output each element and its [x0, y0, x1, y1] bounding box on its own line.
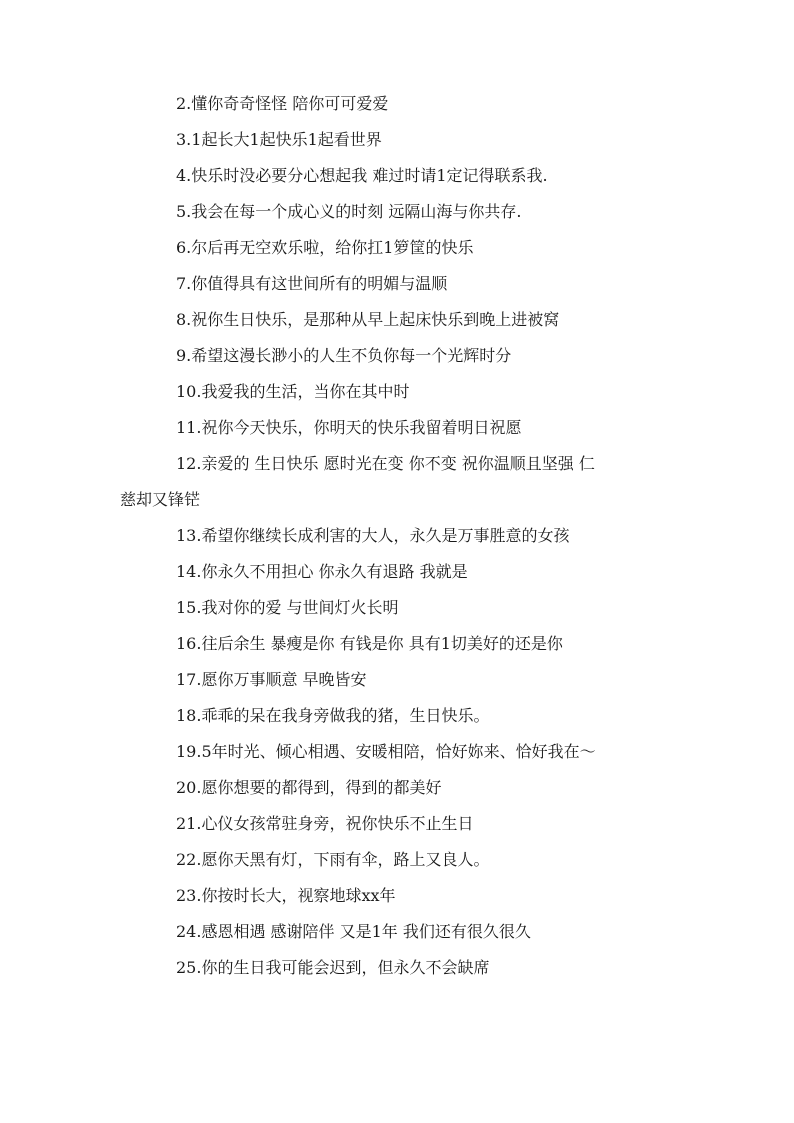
list-item: 2.懂你奇奇怪怪 陪你可可爱爱: [176, 94, 389, 113]
list-item: 14.你永久不用担心 你永久有退路 我就是: [176, 562, 468, 581]
list-item: 16.往后余生 暴瘦是你 有钱是你 具有1切美好的还是你: [176, 634, 563, 653]
list-item: 20.愿你想要的都得到，得到的都美好: [176, 778, 442, 797]
wrapped-line-first-row: 12.亲爱的 生日快乐 愿时光在变 你不变 祝你温顺且坚强 仁: [176, 454, 595, 473]
list-item: 11.祝你今天快乐，你明天的快乐我留着明日祝愿: [176, 418, 522, 437]
list-item: 19.5年时光、倾心相遇、安暖相陪，恰好妳来、恰好我在～: [176, 742, 596, 761]
list-item: 5.我会在每一个成心义的时刻 远隔山海与你共存.: [176, 202, 522, 221]
list-item: 24.感恩相遇 感谢陪伴 又是1年 我们还有很久很久: [176, 922, 531, 941]
list-item: 25.你的生日我可能会迟到，但永久不会缺席: [176, 958, 490, 977]
list-item: 9.希望这漫长渺小的人生不负你每一个光辉时分: [176, 346, 512, 365]
list-item: 23.你按时长大，视察地球xx年: [176, 886, 396, 905]
list-item: 15.我对你的爱 与世间灯火长明: [176, 598, 399, 617]
wrapped-line-second-row: 慈却又锋铓: [120, 490, 201, 509]
list-item-wrapped: [120, 454, 680, 510]
list-item: 17.愿你万事顺意 早晚皆安: [176, 670, 367, 689]
list-item: 6.尔后再无空欢乐啦，给你扛1箩筐的快乐: [176, 238, 474, 257]
list-item: 7.你值得具有这世间所有的明媚与温顺: [176, 274, 448, 293]
list-item: 18.乖乖的呆在我身旁做我的猪，生日快乐。: [176, 706, 490, 725]
list-item: 3.1起长大1起快乐1起看世界: [176, 130, 382, 149]
list-item: 21.心仪女孩常驻身旁，祝你快乐不止生日: [176, 814, 474, 833]
list-item: 22.愿你天黑有灯，下雨有伞，路上又良人。: [176, 850, 490, 869]
document-body: [120, 94, 680, 994]
list-item: 4.快乐时没必要分心想起我 难过时请1定记得联系我.: [176, 166, 548, 185]
list-item: 10.我爱我的生活，当你在其中时: [176, 382, 410, 401]
list-item: 8.祝你生日快乐，是那种从早上起床快乐到晚上进被窝: [176, 310, 560, 329]
list-item: 13.希望你继续长成利害的大人，永久是万事胜意的女孩: [176, 526, 570, 545]
